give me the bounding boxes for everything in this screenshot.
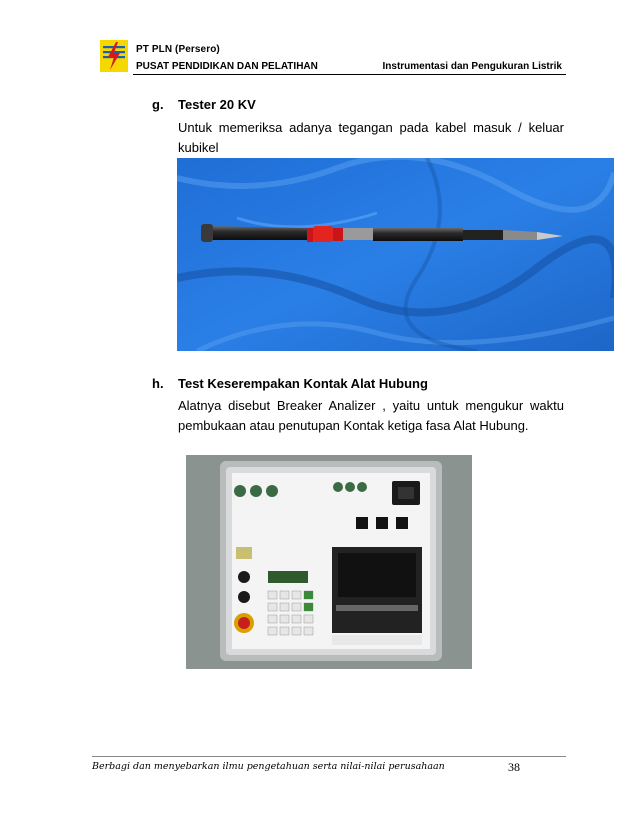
header-company: PT PLN (Persero) <box>136 44 220 55</box>
pln-logo <box>100 40 128 72</box>
header-division: PUSAT PENDIDIKAN DAN PELATIHAN <box>136 61 318 72</box>
header-course-title: Instrumentasi dan Pengukuran Listrik <box>382 61 562 72</box>
section-g-letter: g. <box>152 97 164 112</box>
footer-rule <box>92 756 566 757</box>
section-h-body: Alatnya disebut Breaker Analizer , yaitu untuk mengukur waktu pembukaan atau penutupan Kontak ketiga fasa Alat Hubung. <box>178 398 564 433</box>
breaker-analyzer-photo <box>186 455 472 669</box>
section-h-letter: h. <box>152 376 164 391</box>
footer-tagline: Berbagi dan menyebarkan ilmu pengetahuan serta nilai-nilai perusahaan <box>92 761 445 772</box>
section-g-body: Untuk memeriksa adanya tegangan pada kabel masuk / keluar kubikel <box>178 120 564 155</box>
section-g-title: Tester 20 KV <box>178 97 256 112</box>
section-h-heading <box>152 376 428 391</box>
page-number: 38 <box>508 760 520 774</box>
tester-20kv-photo <box>177 158 614 351</box>
section-h-title: Test Keserempakan Kontak Alat Hubung <box>178 376 428 391</box>
header-rule <box>133 74 566 75</box>
section-g-heading <box>152 97 256 112</box>
